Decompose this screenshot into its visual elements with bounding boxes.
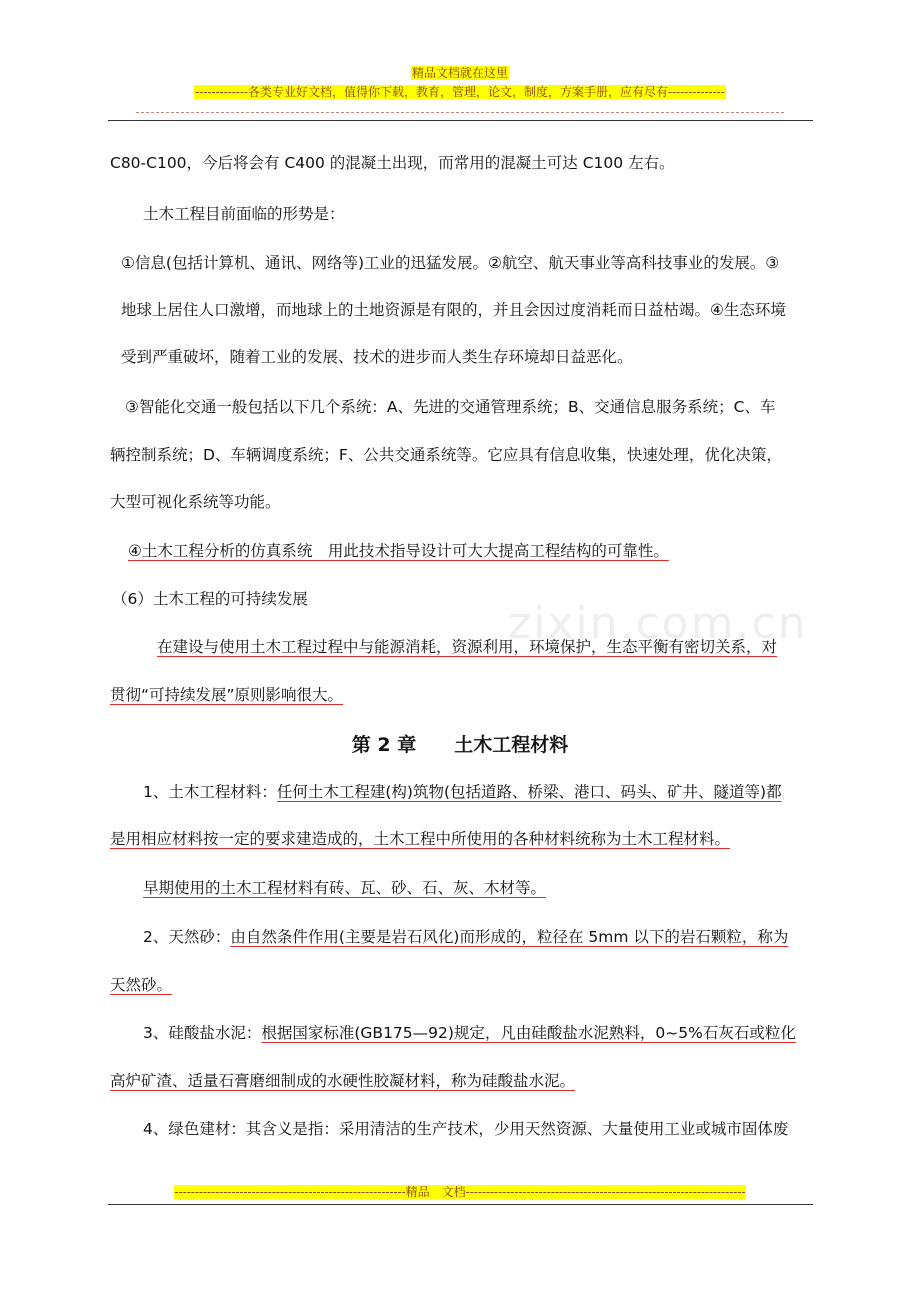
header-title: 精品文档就在这里 <box>411 66 508 80</box>
body-line <box>143 1022 796 1044</box>
body-line: 辆控制系统；D、车辆调度系统；F、公共交通系统等。它应具有信息收集，快速处理，优化决策， <box>110 446 782 464</box>
term-definition: 由自然条件作用(主要是岩石风化)而形成的，粒径在 5mm 以下的岩石颗粒，称为 <box>230 928 789 946</box>
body-line: ①信息(包括计算机、通讯、网络等)工业的迅猛发展。②航空、航天事业等高科技事业的发展。③ <box>121 254 780 272</box>
term-label: 2、天然砂： <box>143 928 231 946</box>
body-line: 大型可视化系统等功能。 <box>110 493 281 511</box>
section-heading: （6）土木工程的可持续发展 <box>112 590 308 608</box>
term-label: 1、土木工程材料： <box>143 783 277 801</box>
body-line: 地球上居住人口激增，而地球上的土地资源是有限的，并且会因过度消耗而日益枯竭。④生态环境 <box>121 301 786 319</box>
footer-banner: ---------------------------------------------------------精品 文档--------------------------------------------------------------------- <box>174 1185 746 1199</box>
body-line <box>143 926 788 948</box>
body-line: 4、绿色建材：其含义是指：采用清洁的生产技术，少用天然资源、大量使用工业或城市固体废 <box>143 1120 789 1138</box>
header-rule <box>108 120 813 121</box>
body-line: 受到严重破坏，随着工业的发展、技术的进步而人类生存环境却日益恶化。 <box>121 348 633 366</box>
body-line <box>143 781 782 803</box>
body-line: 早期使用的土木工程材料有砖、瓦、砂、石、灰、木材等。 <box>143 879 547 897</box>
term-label: 3、硅酸盐水泥： <box>143 1024 262 1042</box>
term-definition: 根据国家标准(GB175—92)规定，凡由硅酸盐水泥熟料，0~5%石灰石或粒化 <box>261 1024 796 1042</box>
body-line: 在建设与使用土木工程过程中与能源消耗，资源利用，环境保护，生态平衡有密切关系，对 <box>157 638 778 656</box>
body-line: 是用相应材料按一定的要求建造成的，土木工程中所使用的各种材料统称为土木工程材料。 <box>110 830 731 848</box>
footer-rule <box>108 1204 813 1205</box>
term-definition: 任何土木工程建(构)筑物(包括道路、桥梁、港口、码头、矿井、隧道等)都 <box>276 783 782 801</box>
header-banner: -------------各类专业好文档，值得你下载，教育，管理，论文，制度，方案手册，应有尽有-------------- <box>195 85 725 99</box>
body-line: C80-C100，今后将会有 C400 的混凝土出现，而常用的混凝土可达 C100 左右。 <box>110 154 675 172</box>
body-line: 天然砂。 <box>110 976 173 994</box>
header-dashed-line <box>136 102 784 113</box>
body-line: 土木工程目前面临的形势是： <box>143 205 345 223</box>
body-line: ③智能化交通一般包括以下几个系统：A、先进的交通管理系统；B、交通信息服务系统；C、车 <box>125 398 776 416</box>
body-line: ④土木工程分析的仿真系统 用此技术指导设计可大大提高工程结构的可靠性。 <box>128 542 669 560</box>
body-line: 高炉矿渣、适量石膏磨细制成的水硬性胶凝材料，称为硅酸盐水泥。 <box>110 1072 576 1090</box>
watermark: zixin.com.cn <box>508 598 808 649</box>
body-line: 贯彻“可持续发展”原则影响很大。 <box>110 686 344 704</box>
chapter-title: 第 2 章 土木工程材料 <box>351 734 569 756</box>
